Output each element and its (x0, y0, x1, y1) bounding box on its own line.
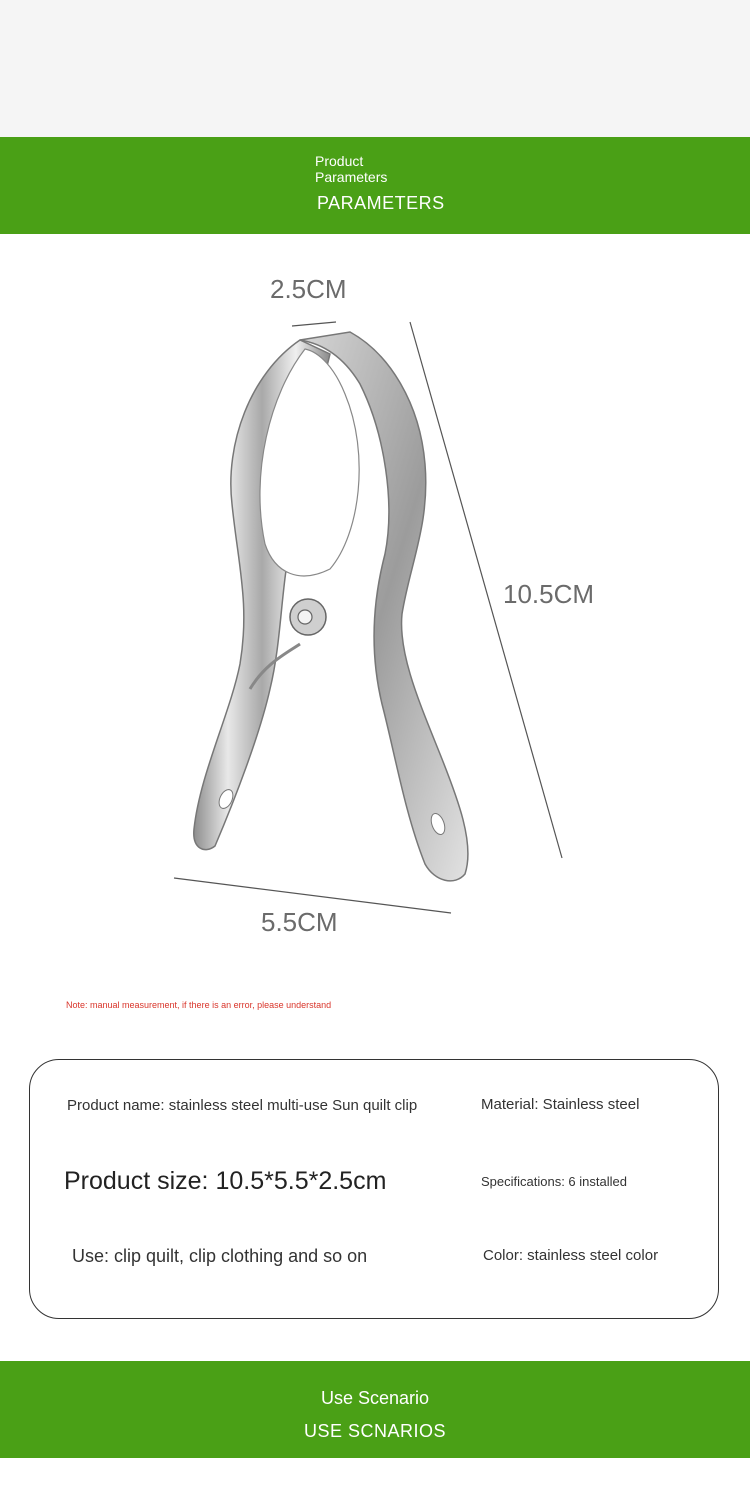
thickness-dimension-line (292, 322, 336, 326)
usage: Use: clip quilt, clip clothing and so on (72, 1246, 368, 1266)
banner-big-title: PARAMETERS (317, 193, 445, 213)
bottom-blank-area (0, 1458, 750, 1498)
length-label: 10.5CM (503, 579, 595, 609)
width-label: 5.5CM (261, 907, 338, 937)
product-size: Product size: 10.5*5.5*2.5cm (64, 1167, 387, 1195)
product-name: Product name: stainless steel multi-use Sun quilt clip (67, 1097, 418, 1114)
parameters-banner (0, 137, 750, 234)
banner-small-title: Product Parameters (315, 153, 388, 185)
material: Material: Stainless steel (481, 1096, 640, 1113)
use-scenario-title: Use Scenario (320, 1388, 430, 1408)
parameters-box (29, 1059, 719, 1319)
use-scenario-banner (0, 1361, 750, 1458)
product-photo-area (0, 234, 750, 994)
thickness-label: 2.5CM (270, 274, 347, 304)
use-scenario-subtitle: USE SCNARIOS (303, 1421, 447, 1441)
color: Color: stainless steel color (483, 1247, 659, 1264)
measurement-note: Note: manual measurement, if there is an error, please understand (66, 1000, 332, 1010)
specifications: Specifications: 6 installed (481, 1174, 627, 1189)
clip-product-image (0, 234, 750, 994)
top-blank-area (0, 0, 750, 137)
